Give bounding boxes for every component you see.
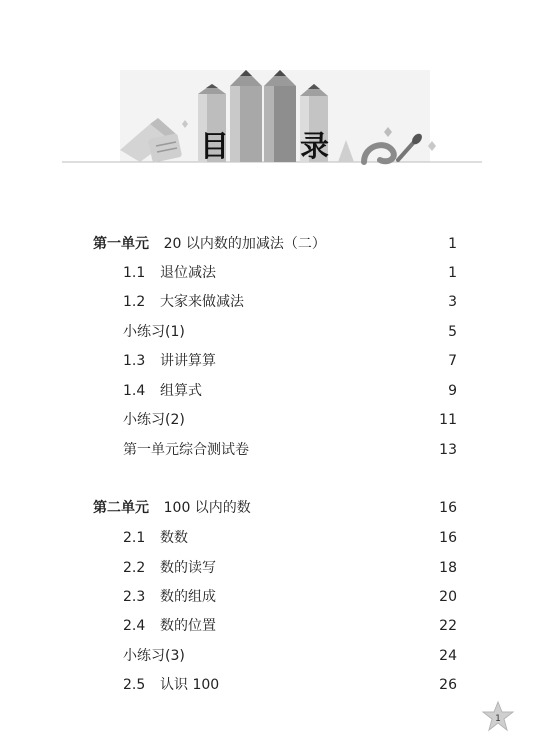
section-number: 2.2 bbox=[123, 560, 146, 576]
entry-title: 小练习(1) bbox=[123, 324, 185, 340]
title-char-left: 目 bbox=[200, 129, 230, 163]
page-number: 7 bbox=[448, 353, 457, 369]
page-number: 22 bbox=[439, 618, 457, 634]
entry-title: 讲讲算算 bbox=[160, 353, 216, 369]
section-number: 2.3 bbox=[123, 589, 146, 605]
unit-heading-row[interactable] bbox=[0, 496, 550, 520]
entry-title: 认识 100 bbox=[160, 677, 220, 693]
entry-title: 小练习(2) bbox=[123, 412, 185, 428]
section-number: 2.1 bbox=[123, 530, 146, 546]
toc-entry[interactable] bbox=[0, 526, 550, 550]
entry-title: 小练习(3) bbox=[123, 648, 185, 664]
entry-title: 第一单元综合测试卷 bbox=[123, 442, 249, 458]
entry-title: 数的组成 bbox=[160, 589, 216, 605]
toc-entry[interactable] bbox=[0, 379, 550, 403]
page-number: 18 bbox=[439, 560, 457, 576]
footer-page-number: 1 bbox=[495, 714, 501, 724]
page-number: 5 bbox=[448, 324, 457, 340]
entry-title: 数数 bbox=[160, 530, 188, 546]
page-number: 11 bbox=[439, 412, 457, 428]
toc-entry[interactable] bbox=[0, 261, 550, 285]
toc-entry[interactable] bbox=[0, 408, 550, 432]
pencil-banner bbox=[0, 0, 550, 180]
toc-entry[interactable] bbox=[0, 614, 550, 638]
toc-entry[interactable] bbox=[0, 320, 550, 344]
section-number: 1.4 bbox=[123, 383, 146, 399]
unit-heading: 第一单元 20 以内数的加减法（二） bbox=[93, 236, 326, 252]
pencil-3-icon bbox=[264, 70, 296, 162]
page-number: 20 bbox=[439, 589, 457, 605]
toc-entry[interactable] bbox=[0, 349, 550, 373]
section-number: 1.3 bbox=[123, 353, 146, 369]
page-number: 1 bbox=[448, 265, 457, 281]
title-char-right: 录 bbox=[300, 129, 330, 163]
entry-title: 数的位置 bbox=[160, 618, 216, 634]
entry-title: 组算式 bbox=[160, 383, 202, 399]
page-number: 16 bbox=[439, 530, 457, 546]
page-number: 9 bbox=[448, 383, 457, 399]
toc-entry[interactable] bbox=[0, 585, 550, 609]
section-number: 1.1 bbox=[123, 265, 146, 281]
entry-title: 数的读写 bbox=[160, 560, 216, 576]
toc-entry[interactable] bbox=[0, 438, 550, 462]
toc-entry[interactable] bbox=[0, 556, 550, 580]
page-number: 26 bbox=[439, 677, 457, 693]
page-number: 24 bbox=[439, 648, 457, 664]
entry-title: 退位减法 bbox=[160, 265, 216, 281]
page-number: 13 bbox=[439, 442, 457, 458]
page-number: 3 bbox=[448, 294, 457, 310]
page-number: 1 bbox=[448, 236, 457, 252]
unit-heading: 第二单元 100 以内的数 bbox=[93, 500, 251, 516]
page-number: 16 bbox=[439, 500, 457, 516]
toc-entry[interactable] bbox=[0, 290, 550, 314]
section-number: 1.2 bbox=[123, 294, 146, 310]
toc-entry[interactable] bbox=[0, 644, 550, 668]
section-number: 2.4 bbox=[123, 618, 146, 634]
pencil-2-icon bbox=[230, 70, 262, 162]
unit-heading-row[interactable] bbox=[0, 232, 550, 256]
toc-entry[interactable] bbox=[0, 673, 550, 697]
section-number: 2.5 bbox=[123, 677, 146, 693]
star-icon bbox=[482, 700, 514, 732]
entry-title: 大家来做减法 bbox=[160, 294, 244, 310]
